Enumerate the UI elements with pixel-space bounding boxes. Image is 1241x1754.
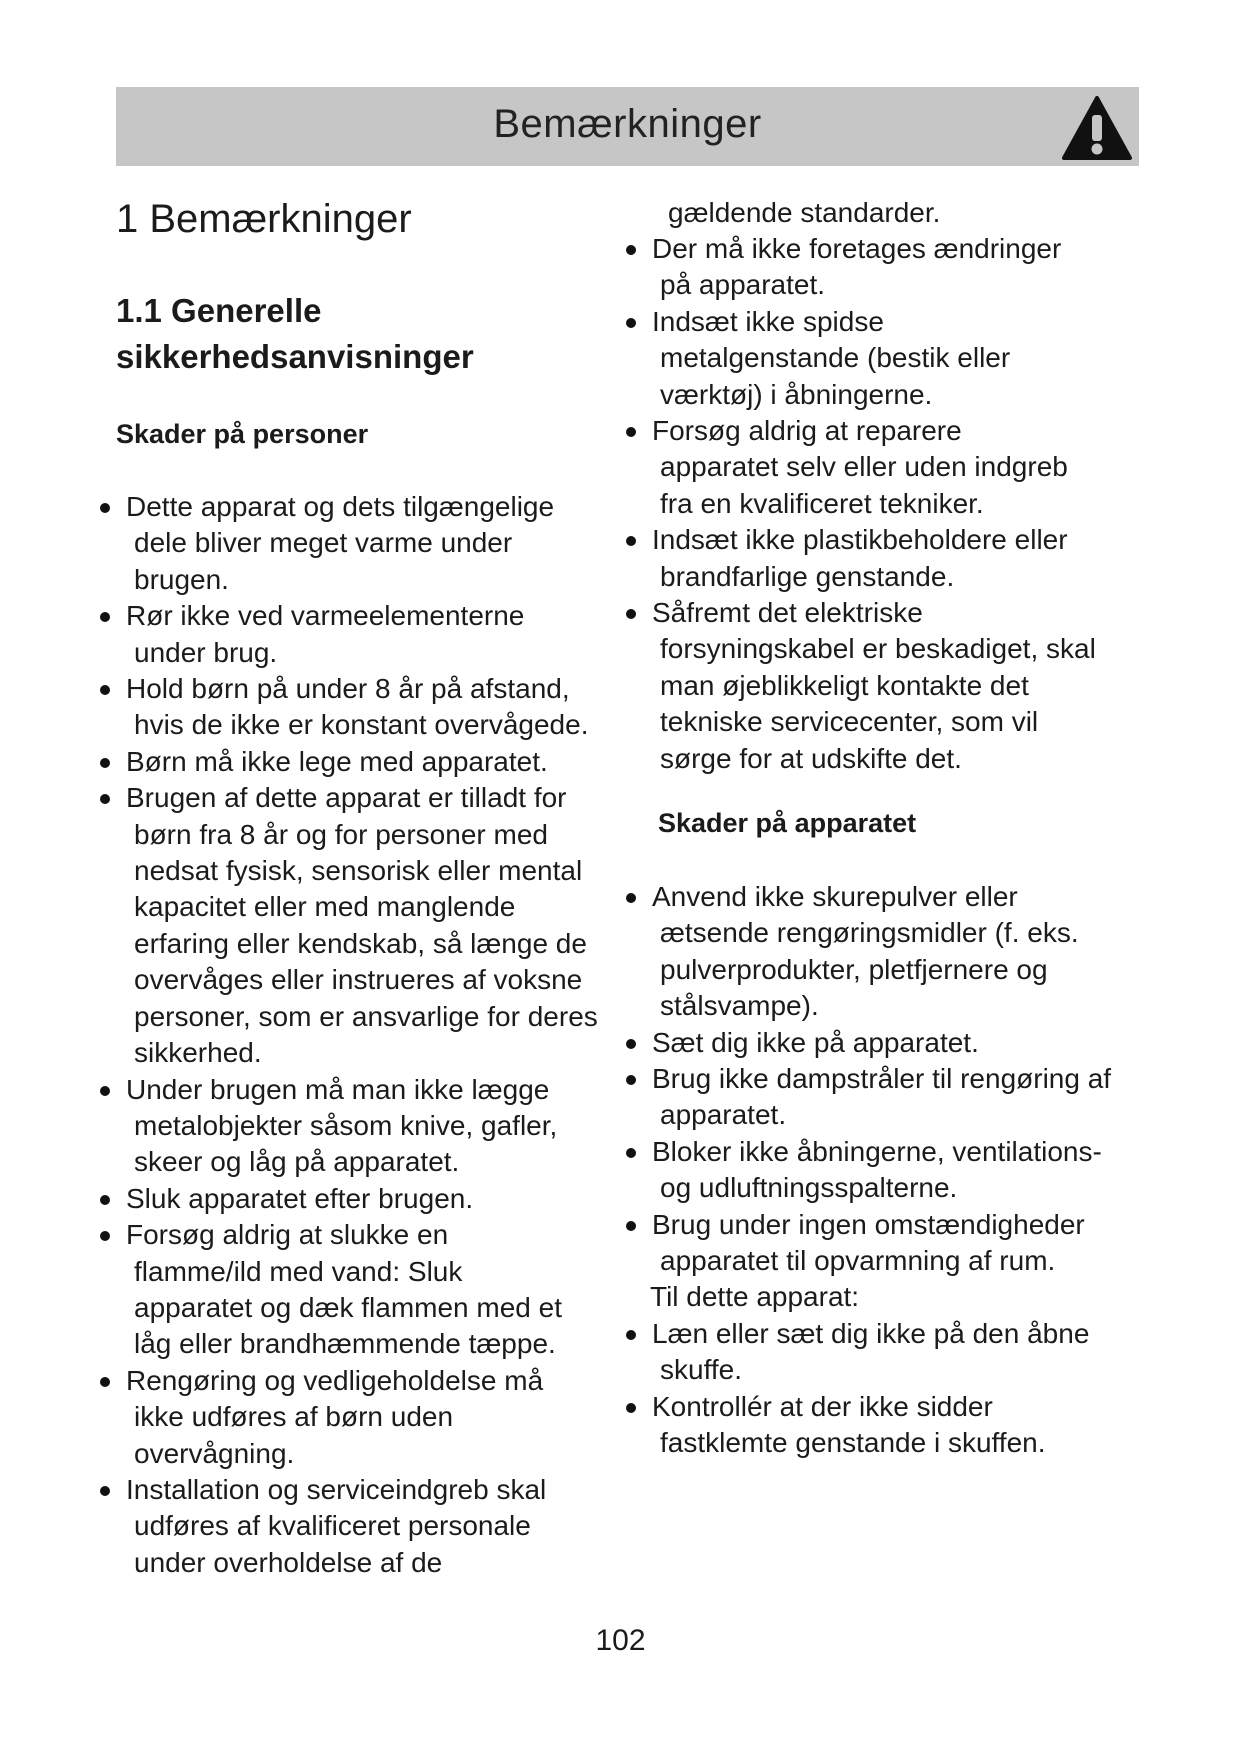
header-title: Bemærkninger <box>493 102 762 146</box>
list-item: Installation og serviceindgreb skal udføres af kvalificeret personale under overholdelse af de <box>96 1472 598 1581</box>
bullet-icon <box>626 245 636 255</box>
list-item: Rør ikke ved varmeelementerne under brug. <box>96 598 598 671</box>
header-bar <box>116 87 1139 166</box>
warning-triangle-icon <box>1061 95 1133 161</box>
appliance-damage-heading: Skader på apparatet <box>658 808 917 838</box>
list-item: Brug under ingen omstændigheder apparatet til opvarmning af rum. <box>622 1207 1111 1280</box>
bullet-icon <box>100 1231 110 1241</box>
list-item: Der må ikke foretages ændringer på apparatet. <box>622 231 1096 304</box>
list-item: Hold børn på under 8 år på afstand, hvis de ikke er konstant overvågede. <box>96 671 598 744</box>
bullet-icon <box>626 1148 636 1158</box>
bullet-icon <box>100 1486 110 1496</box>
list-item: Indsæt ikke spidse metalgenstande (bestik eller værktøj) i åbningerne. <box>622 304 1096 413</box>
list-item: Læn eller sæt dig ikke på den åbne skuffe. <box>622 1316 1089 1389</box>
list-item: Indsæt ikke plastikbeholdere eller brandfarlige genstande. <box>622 522 1096 595</box>
bullet-icon <box>100 1195 110 1205</box>
list-item: Børn må ikke lege med apparatet. <box>96 744 598 780</box>
bullet-icon <box>626 1330 636 1340</box>
list-item: Anvend ikke skurepulver eller ætsende rengøringsmidler (f. eks. pulverprodukter, pletfjernere og stålsvampe). <box>622 879 1111 1025</box>
bullet-icon <box>626 1039 636 1049</box>
bullet-icon <box>626 1075 636 1085</box>
bullet-icon <box>626 893 636 903</box>
bullet-icon <box>626 536 636 546</box>
appliance-damage-list <box>622 879 1111 1279</box>
bullet-icon <box>626 609 636 619</box>
bullet-icon <box>100 612 110 622</box>
bullet-icon <box>100 794 110 804</box>
personal-injury-list <box>96 489 598 1581</box>
continuation-text: gældende standarder. <box>668 197 941 228</box>
list-item: Rengøring og vedligeholdelse må ikke udføres af børn uden overvågning. <box>96 1363 598 1472</box>
page-number: 102 <box>595 1624 646 1657</box>
list-item: Forsøg aldrig at reparere apparatet selv eller uden indgreb fra en kvalificeret tekniker. <box>622 413 1096 522</box>
list-item: Dette apparat og dets tilgængelige dele bliver meget varme under brugen. <box>96 489 598 598</box>
bullet-icon <box>626 318 636 328</box>
list-item: Brugen af dette apparat er tilladt for børn fra 8 år og for personer med nedsat fysisk, sensorisk eller mental kapacitet eller med manglende erfaring eller kendskab, så længe de overvåges eller instrueres af voksne personer, som er ansvarlige for deres sikkerhed. <box>96 780 598 1071</box>
list-item: Bloker ikke åbningerne, ventilations- og udluftningsspalterne. <box>622 1134 1111 1207</box>
appliance-note: Til dette apparat: <box>650 1281 860 1312</box>
bullet-icon <box>626 427 636 437</box>
bullet-icon <box>626 1221 636 1231</box>
drawer-list <box>622 1316 1089 1462</box>
bullet-icon <box>100 685 110 695</box>
list-item: Såfremt det elektriske forsyningskabel er beskadiget, skal man øjeblikkeligt kontakte det tekniske servicecenter, som vil sørge for at udskifte det. <box>622 595 1096 777</box>
list-item: Brug ikke dampstråler til rengøring af apparatet. <box>622 1061 1111 1134</box>
bullet-icon <box>100 1086 110 1096</box>
list-item: Under brugen må man ikke lægge metalobjekter såsom knive, gafler, skeer og låg på apparatet. <box>96 1072 598 1181</box>
list-item: Sæt dig ikke på apparatet. <box>622 1025 1111 1061</box>
bullet-icon <box>100 503 110 513</box>
personal-injury-heading: Skader på personer <box>116 419 369 449</box>
bullet-icon <box>100 1377 110 1387</box>
list-item: Kontrollér at der ikke sidder fastklemte genstande i skuffen. <box>622 1389 1089 1462</box>
bullet-icon <box>626 1403 636 1413</box>
bullet-icon <box>100 758 110 768</box>
subsection-heading: 1.1 Generelle sikkerhedsanvisninger <box>116 292 474 375</box>
section-heading: 1 Bemærkninger <box>116 197 412 241</box>
personal-injury-list-continued <box>622 231 1096 777</box>
list-item: Sluk apparatet efter brugen. <box>96 1181 598 1217</box>
list-item: Forsøg aldrig at slukke en flamme/ild med vand: Sluk apparatet og dæk flammen med et låg eller brandhæmmende tæppe. <box>96 1217 598 1363</box>
